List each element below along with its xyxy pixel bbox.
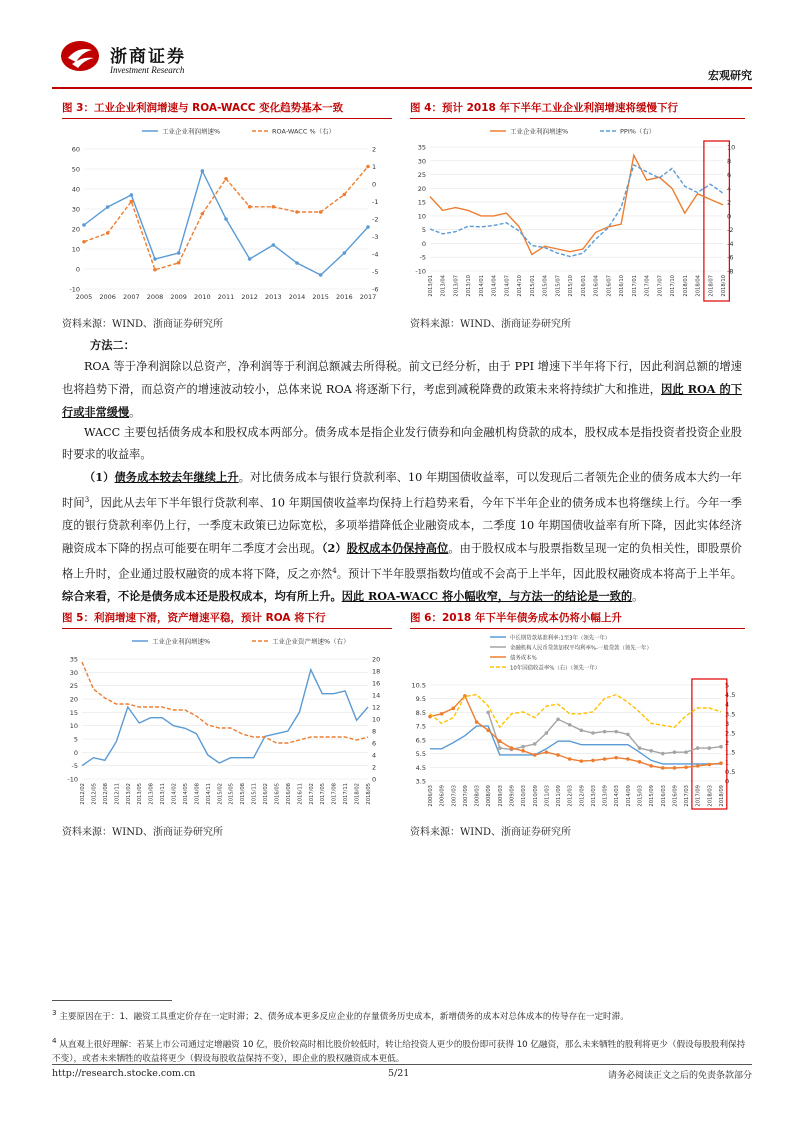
legend-label: 债务成本% <box>510 655 537 662</box>
data-point <box>153 257 157 261</box>
method2-paragraph-1: ROA 等于净利润除以总资产，净利润等于利润总额减去所得税。前文已经分析，由于 PPI 增速下半年将下行，因此利润总额的增速也将趋势下滑，而总资产的增速波动较小，总体来说 ROA 将逐渐下行，考虑到减税降费的政策未来将持续扩大和推进，因此 ROA 的下行或非常缓慢。 <box>62 360 743 419</box>
data-point <box>696 746 700 750</box>
fig5-source: 资料来源：WIND、浙商证券研究所 <box>62 827 223 838</box>
x-tick-label: 2018/10 <box>721 275 727 297</box>
page-header <box>52 38 752 86</box>
x-tick-label: 2016/02 <box>263 783 270 805</box>
data-point <box>343 251 347 255</box>
debt-cost-heading: 债务成本较去年继续上升 <box>114 470 239 484</box>
series-line-3 <box>430 695 721 728</box>
data-point <box>696 764 700 768</box>
legend-label: PPI%（右） <box>620 127 656 136</box>
x-tick-label: 2014/11 <box>205 783 212 805</box>
x-tick-label: 2016/08 <box>285 783 292 805</box>
x-tick-label: 2017/01 <box>631 275 638 297</box>
x-tick-label: 2012/08 <box>102 783 109 805</box>
data-point <box>568 757 572 761</box>
data-point <box>153 268 157 272</box>
x-tick-label: 2014/03 <box>614 785 621 807</box>
x-tick-label: 2008/09 <box>486 785 493 807</box>
y-tick-left: 15 <box>69 708 78 717</box>
data-point <box>224 177 228 181</box>
y-tick-left: 20 <box>417 184 426 193</box>
y-tick-left: 40 <box>71 185 80 194</box>
fig3-title: 图 3：工业企业利润增速与 ROA-WACC 变化趋势基本一致 <box>62 102 344 114</box>
y-tick-left: 10 <box>417 212 426 221</box>
y-tick-right: 4 <box>372 751 377 760</box>
footnote-4: $^4$ 从直观上很好理解：若某上市公司通过定增融资 10 亿，股价较高时相比股价较低时，转让给投资人更少的股份即可获得 10 亿融资，那么未来牺牲的股利将更少（假设每股股利保持不变），或者未来牺牲的收益将更少（假设每股收益保持不变），即企业的股权融资成本更低。 <box>52 1036 746 1064</box>
y-tick-right: 1 <box>725 758 730 767</box>
x-tick-label: 2009/09 <box>509 785 516 807</box>
y-tick-right: -6 <box>727 253 734 262</box>
x-tick-label: 2013/09 <box>602 785 609 807</box>
x-tick-label: 2017/05 <box>320 783 327 805</box>
method2-paragraph-2: WACC 主要包括债务成本和股权成本两部分。债务成本是指企业发行债券和向金融机构贷款的成本，股权成本是指投资者投资企业股时要求的收益率。 <box>62 426 742 461</box>
fig5-title: 图 5：利润增速下滑，资产增速平稳，预计 ROA 将下行 <box>62 612 326 624</box>
logo-name-en: Investment Research <box>110 65 185 75</box>
y-tick-right: -1 <box>372 198 379 206</box>
x-tick-label: 2007/03 <box>451 785 458 807</box>
x-tick-label: 2016/09 <box>672 785 679 807</box>
data-point <box>475 720 479 724</box>
data-point <box>556 717 560 721</box>
x-tick-label: 2016 <box>336 293 353 301</box>
x-tick-label: 2013/04 <box>440 275 447 297</box>
fig4-title: 图 4：预计 2018 年下半年工业企业利润增速将缓慢下行 <box>410 102 678 114</box>
y-tick-left: -5 <box>71 762 78 771</box>
x-tick-label: 2017/03 <box>684 785 691 807</box>
x-tick-label: 2017/07 <box>657 275 664 297</box>
x-tick-label: 2013/08 <box>148 783 155 805</box>
data-point <box>568 723 572 727</box>
y-tick-right: 5 <box>725 681 730 690</box>
x-tick-label: 2014/09 <box>625 785 632 807</box>
x-tick-label: 2013/10 <box>466 275 473 297</box>
x-tick-label: 2014/01 <box>478 275 485 297</box>
series-line-1 <box>82 662 368 743</box>
y-tick-right: -5 <box>372 268 379 276</box>
data-point <box>521 745 525 749</box>
footer-disclaimer: 请务必阅读正文之后的免责条款部分 <box>607 1071 752 1081</box>
y-tick-left: 6.5 <box>415 736 426 745</box>
data-point <box>272 243 276 247</box>
y-tick-right: 2 <box>372 763 377 772</box>
x-tick-label: 2017/10 <box>670 275 677 297</box>
fig3-svg <box>62 119 392 311</box>
x-tick-label: 2013/03 <box>590 785 597 807</box>
y-tick-left: 0 <box>75 265 80 274</box>
data-point <box>661 752 665 756</box>
y-tick-left: -10 <box>415 267 426 276</box>
x-tick-label: 2012/09 <box>579 785 586 807</box>
data-point <box>366 225 370 229</box>
x-tick-label: 2018/07 <box>708 275 715 297</box>
x-tick-label: 2009/03 <box>497 785 504 807</box>
x-tick-label: 2007 <box>123 293 140 301</box>
x-tick-label: 2017/09 <box>695 785 702 807</box>
x-tick-label: 2016/01 <box>580 275 587 297</box>
x-tick-label: 2013/11 <box>160 783 167 805</box>
x-tick-label: 2006/03 <box>428 785 434 807</box>
legend-label: 中长期贷款基准利率:1至3年（领先一年） <box>510 635 611 642</box>
fig3-chart <box>62 118 392 310</box>
y-tick-left: 3.5 <box>415 777 426 786</box>
data-point <box>638 746 642 750</box>
data-point <box>580 728 584 732</box>
y-tick-left: 10.5 <box>411 681 426 690</box>
x-tick-label: 2009 <box>170 293 187 301</box>
y-tick-right: 16 <box>372 679 381 688</box>
y-tick-left: 9.5 <box>415 695 426 704</box>
x-tick-label: 2005 <box>75 293 93 301</box>
legend-label: 工业企业利润增速% <box>162 127 221 136</box>
data-point <box>673 750 677 754</box>
y-tick-right: 3.5 <box>725 710 736 719</box>
data-point <box>603 757 607 761</box>
x-tick-label: 2008/03 <box>474 785 481 807</box>
y-tick-right: -4 <box>372 250 379 259</box>
y-tick-left: 15 <box>417 198 426 207</box>
data-point <box>295 210 299 214</box>
x-tick-label: 2014/04 <box>491 275 498 297</box>
data-point <box>591 759 595 763</box>
y-tick-right: 12 <box>372 703 381 712</box>
x-tick-label: 2017/11 <box>343 783 350 805</box>
footnote-3: $^3$ 主要原因在于：1、融资工具重定价存在一定时滞；2、债务成本更多反应企业的存量债务历史成本，新增债务的成本对总体成本的传导存在一定时滞。 <box>52 1008 629 1022</box>
y-tick-left: 0 <box>73 748 78 757</box>
section-label: 宏观研究 <box>708 69 752 82</box>
series-line-0 <box>430 726 721 764</box>
x-tick-label: 2010/03 <box>521 785 528 807</box>
page-number: 5/21 <box>388 1068 410 1079</box>
y-tick-right: 10 <box>727 143 736 152</box>
data-point <box>106 205 110 209</box>
x-tick-label: 2010/09 <box>532 785 539 807</box>
x-tick-label: 2017/04 <box>644 275 651 297</box>
data-point <box>626 757 630 761</box>
legend-label: 金融机构人民币贷款加权平均利率%-一般贷款（领先一年） <box>510 645 652 652</box>
data-point <box>224 217 228 221</box>
data-point <box>708 746 712 750</box>
footnote-ref-4: 4 <box>332 566 337 575</box>
data-point <box>533 742 537 746</box>
y-tick-left: 7.5 <box>415 722 426 731</box>
data-point <box>614 730 618 734</box>
data-point <box>130 200 134 204</box>
y-tick-right: 1.5 <box>725 748 736 757</box>
x-tick-label: 2013 <box>265 293 282 301</box>
data-point <box>661 766 665 770</box>
data-point <box>521 749 525 753</box>
y-tick-left: 30 <box>417 157 426 166</box>
fig6-chart <box>410 628 745 818</box>
footnote-divider <box>52 1000 172 1001</box>
fig4-chart <box>410 118 745 310</box>
data-point <box>177 261 181 265</box>
y-tick-left: 35 <box>69 655 78 664</box>
fig5-svg <box>62 629 392 819</box>
x-tick-label: 2016/10 <box>619 275 626 297</box>
data-point <box>366 165 370 169</box>
x-tick-label: 2011 <box>217 293 235 301</box>
fig4-source: 资料来源：WIND、浙商证券研究所 <box>410 319 571 330</box>
x-tick-label: 2008 <box>146 293 164 301</box>
x-tick-label: 2015/10 <box>568 275 575 297</box>
fig6-source: 资料来源：WIND、浙商证券研究所 <box>410 827 571 838</box>
data-point <box>486 711 490 715</box>
data-point <box>319 273 323 277</box>
x-tick-label: 2018/03 <box>707 785 714 807</box>
x-tick-label: 2012/03 <box>567 785 574 807</box>
y-tick-left: -10 <box>67 775 78 784</box>
data-point <box>638 760 642 764</box>
summary-conclusion: 综合来看，不论是债务成本还是股权成本，均有所上升。 <box>62 589 342 604</box>
data-point <box>248 257 252 261</box>
x-tick-label: 2013/07 <box>453 275 460 297</box>
y-tick-right: 0 <box>372 775 377 784</box>
x-tick-label: 2016/05 <box>274 783 281 805</box>
series-line-0 <box>82 670 368 766</box>
data-point <box>708 763 712 767</box>
x-tick-label: 2014/08 <box>194 783 201 805</box>
header-divider <box>52 87 752 89</box>
x-tick-label: 2016/04 <box>593 275 600 297</box>
roa-conclusion: 因此 ROA 的下行或非常缓慢 <box>62 382 743 419</box>
y-tick-right: -2 <box>372 215 379 224</box>
y-tick-right: 1 <box>372 163 377 171</box>
y-tick-right: 18 <box>372 667 381 676</box>
fig6-title: 图 6：2018 年下半年债务成本仍将小幅上升 <box>410 612 622 624</box>
y-tick-left: 30 <box>69 668 78 677</box>
y-tick-right: 4 <box>727 184 732 193</box>
x-tick-label: 2007/09 <box>462 785 469 807</box>
y-tick-left: 60 <box>71 145 80 154</box>
y-tick-left: 30 <box>71 205 80 214</box>
fig3-source: 资料来源：WIND、浙商证券研究所 <box>62 319 223 330</box>
x-tick-label: 2018/05 <box>366 783 372 805</box>
y-tick-right: -3 <box>372 233 379 241</box>
legend-label: 10年国债收益率%（右）（领先一年） <box>510 665 601 672</box>
x-tick-label: 2013/02 <box>125 783 132 805</box>
x-tick-label: 2011/03 <box>544 785 551 807</box>
x-tick-label: 2016/07 <box>606 275 613 297</box>
y-tick-right: 2 <box>372 145 377 154</box>
data-point <box>580 759 584 763</box>
y-tick-left: 10 <box>69 722 78 731</box>
footer-divider <box>52 1064 752 1065</box>
y-tick-left: -5 <box>419 253 426 262</box>
y-tick-left: 25 <box>69 682 78 691</box>
y-tick-right: 4 <box>725 700 730 709</box>
data-point <box>201 169 205 173</box>
data-point <box>82 223 86 227</box>
method2-heading: 方法二： <box>90 338 135 352</box>
y-tick-right: 14 <box>372 691 381 700</box>
series-line-0 <box>84 171 368 275</box>
x-tick-label: 2013/01 <box>428 275 434 297</box>
roa-wacc-conclusion: 因此 ROA-WACC 将小幅收窄，与方法一的结论是一致的 <box>341 589 633 604</box>
y-tick-left: 5 <box>421 226 426 235</box>
data-point <box>498 739 502 743</box>
y-tick-right: -6 <box>372 285 379 294</box>
data-point <box>649 764 653 768</box>
x-tick-label: 2015/11 <box>251 783 258 805</box>
data-point <box>451 707 455 711</box>
data-point <box>248 205 252 209</box>
y-tick-right: 2 <box>725 739 730 748</box>
y-tick-right: 3 <box>725 719 730 728</box>
data-point <box>673 766 677 770</box>
x-tick-label: 2017/02 <box>308 783 315 805</box>
x-tick-label: 2006 <box>99 293 116 301</box>
y-tick-left: 10 <box>71 245 80 254</box>
x-tick-label: 2015/01 <box>529 275 536 297</box>
x-tick-label: 2015/07 <box>555 275 562 297</box>
legend-label: 工业企业利润增速% <box>152 637 211 646</box>
data-point <box>533 753 537 757</box>
x-tick-label: 2014/02 <box>171 783 178 805</box>
y-tick-right: 10 <box>372 715 381 724</box>
y-tick-left: 50 <box>71 165 80 174</box>
y-tick-right: 4.5 <box>725 691 736 700</box>
legend-label: 工业企业资产增速%（右） <box>272 637 350 646</box>
x-tick-label: 2015/09 <box>649 785 656 807</box>
data-point <box>177 251 181 255</box>
y-tick-left: 5 <box>73 735 78 744</box>
data-point <box>106 231 110 235</box>
y-tick-left: 25 <box>417 171 426 180</box>
y-tick-left: 20 <box>69 695 78 704</box>
y-tick-right: 2 <box>727 198 732 207</box>
x-tick-label: 2015 <box>312 293 329 301</box>
x-tick-label: 2018/04 <box>695 275 702 297</box>
footnote-ref-3: 3 <box>84 496 90 504</box>
data-point <box>498 746 502 750</box>
data-point <box>591 731 595 735</box>
x-tick-label: 2010 <box>194 293 211 301</box>
logo-name-cn: 浙商证券 <box>110 47 186 67</box>
x-tick-label: 2014/10 <box>517 275 524 297</box>
x-tick-label: 2012/02 <box>80 783 86 805</box>
data-point <box>272 205 276 209</box>
x-tick-label: 2012 <box>241 293 258 301</box>
y-tick-right: 0.5 <box>725 767 736 776</box>
x-tick-label: 2013/05 <box>137 783 144 805</box>
x-tick-label: 2017 <box>359 293 377 301</box>
x-tick-label: 2015/05 <box>228 783 235 805</box>
y-tick-left: 8.5 <box>415 708 426 717</box>
fig6-svg <box>410 629 745 819</box>
data-point <box>130 193 134 197</box>
legend-label: ROA-WACC %（右） <box>272 127 336 136</box>
y-tick-right: 0 <box>727 212 732 221</box>
company-logo-icon <box>60 38 100 72</box>
y-tick-left: -10 <box>69 285 80 294</box>
x-tick-label: 2015/03 <box>637 785 644 807</box>
x-tick-label: 2018/01 <box>682 275 689 297</box>
x-tick-label: 2012/05 <box>91 783 98 805</box>
y-tick-right: -4 <box>727 239 734 248</box>
fig4-svg <box>410 119 745 311</box>
data-point <box>603 730 607 734</box>
data-point <box>556 753 560 757</box>
x-tick-label: 2012/11 <box>114 783 121 805</box>
y-tick-right: 8 <box>372 727 377 736</box>
series-line-1 <box>430 165 723 257</box>
y-tick-right: -8 <box>727 267 734 276</box>
y-tick-left: 4.5 <box>415 763 426 772</box>
y-tick-right: -2 <box>727 226 734 235</box>
y-tick-right: 8 <box>727 157 732 166</box>
x-tick-label: 2014/07 <box>504 275 511 297</box>
legend-label: 工业企业利润增速% <box>510 127 569 136</box>
y-tick-right: 0 <box>725 777 730 786</box>
x-tick-label: 2015/08 <box>240 783 247 805</box>
series-line-2 <box>430 696 721 768</box>
data-point <box>486 728 490 732</box>
y-tick-left: 0 <box>421 239 426 248</box>
data-point <box>82 240 86 244</box>
data-point <box>649 749 653 753</box>
data-point <box>684 765 688 769</box>
data-point <box>510 746 514 750</box>
method2-paragraph-3: （1）债务成本较去年继续上升。对比债务成本与银行贷款利率、10 年期国债收益率，可以发现后二者领先企业的债务成本大约一年时间$^3$，因此从去年下半年银行贷款利率、10 年期国债收益率均保持上行趋势来看，今年下半年企业的债务成本也将继续上行。今年一季度的银行贷款利率仍上行，一季度末政策已边际宽松，多项举措降低企业融资成本，二季度 10 年期国债收益率有所下降，因此实体经济融资成本下降的拐点可能要在明年二季度才会出现。（2）股权成本仍保持高位。由于股权成本与股票指数呈现一定的负相关性，即股票价格上升时，企业通过股权融资的成本将下降，反之亦然$^4$。预计下半年股票指数均值或不会高于上半年，因此股权融资成本将高于上半年。综合来看，不论是债务成本还是股权成本，均有所上升。因此 ROA-WACC 将小幅收窄，与方法一的结论是一致的。 <box>62 470 742 604</box>
x-tick-label: 2006/09 <box>439 785 446 807</box>
x-tick-label: 2017/08 <box>331 783 338 805</box>
x-tick-label: 2011/09 <box>556 785 563 807</box>
data-point <box>719 761 723 765</box>
y-tick-right: 2.5 <box>725 729 736 738</box>
y-tick-right: 20 <box>372 655 381 664</box>
footer-url[interactable]: http://research.stocke.com.cn <box>52 1068 196 1079</box>
series-line-0 <box>430 155 723 254</box>
x-tick-label: 2015/02 <box>217 783 224 805</box>
data-point <box>201 212 205 216</box>
data-point <box>684 750 688 754</box>
fig5-chart <box>62 628 392 818</box>
equity-cost-heading: 股权成本仍保持高位 <box>346 540 449 555</box>
data-point <box>545 731 549 735</box>
y-tick-right: 6 <box>372 739 377 748</box>
data-point <box>295 261 299 265</box>
data-point <box>614 756 618 760</box>
x-tick-label: 2014/05 <box>182 783 189 805</box>
data-point <box>545 750 549 754</box>
x-tick-label: 2015/04 <box>542 275 549 297</box>
data-point <box>343 193 347 197</box>
y-tick-right: 0 <box>372 180 377 189</box>
x-tick-label: 2018/09 <box>719 785 725 807</box>
data-point <box>719 745 723 749</box>
x-tick-label: 2014 <box>288 293 306 301</box>
y-tick-right: 6 <box>727 171 732 180</box>
x-tick-label: 2018/02 <box>354 783 361 805</box>
data-point <box>440 712 444 716</box>
data-point <box>626 733 630 737</box>
y-tick-left: 5.5 <box>415 750 426 759</box>
y-tick-left: 20 <box>71 225 80 234</box>
y-tick-left: 35 <box>417 143 426 152</box>
x-tick-label: 2016/03 <box>660 785 667 807</box>
x-tick-label: 2016/11 <box>297 783 304 805</box>
data-point <box>319 210 323 214</box>
